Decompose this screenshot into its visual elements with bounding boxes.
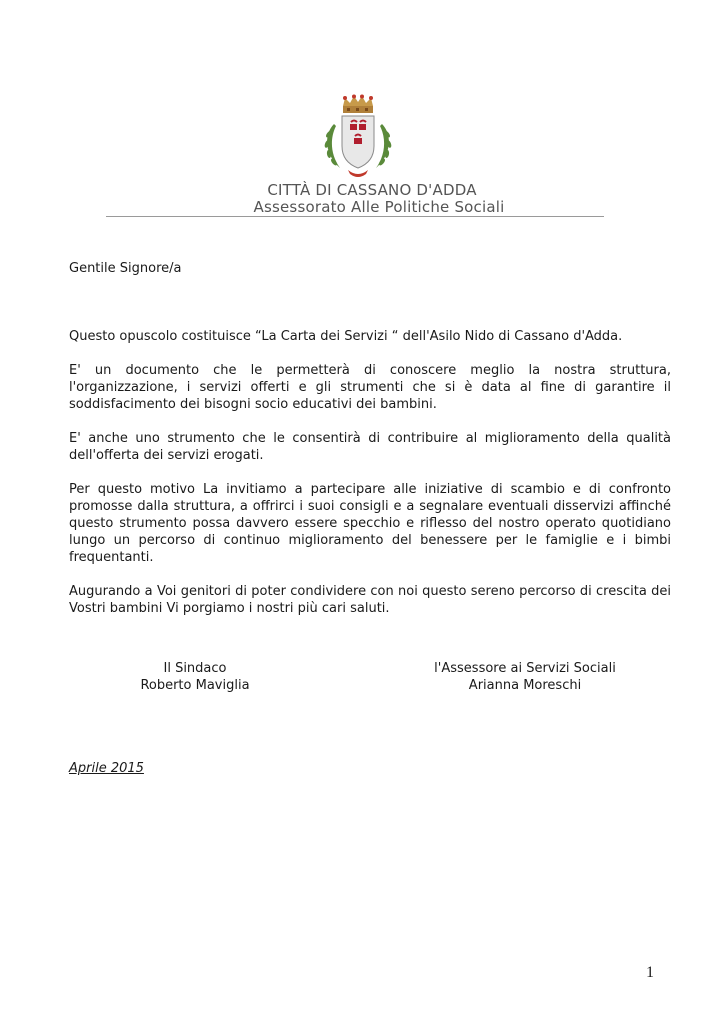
letter-date: Aprile 2015 xyxy=(69,761,144,776)
city-name: CITTÀ DI CASSANO D'ADDA xyxy=(267,181,477,199)
signature-role: l'Assessore ai Servizi Sociali xyxy=(434,661,616,676)
paragraph-2: E' un documento che le permetterà di conoscere meglio la nostra struttura, l'organizzazione, i servizi offerti e gli strumenti che si è data al fine di garantire il soddisfacimento dei bisogni socio educativi dei bambini. xyxy=(69,363,671,412)
signature-mayor xyxy=(110,660,280,694)
signature-name: Roberto Maviglia xyxy=(140,678,250,693)
page-number: 1 xyxy=(646,964,654,981)
shield-icon xyxy=(342,116,374,168)
paragraph-1: Questo opuscolo costituisce “La Carta dei Servizi “ dell'Asilo Nido di Cassano d'Adda. xyxy=(69,329,623,344)
signature-name: Arianna Moreschi xyxy=(468,678,582,693)
greeting: Gentile Signore/a xyxy=(69,261,182,276)
letterhead xyxy=(0,181,724,216)
crown-icon xyxy=(343,95,373,114)
signature-role: Il Sindaco xyxy=(163,661,227,676)
paragraph-4: Per questo motivo La invitiamo a partecipare alle iniziative di scambio e di confronto promosse dalla struttura, a offrirci i suoi consigli e a segnalare eventuali disservizi affinché questo strumento possa davvero essere specchio e riflesso del nostro operato quotidiano lungo un percorso di continuo miglioramento del benessere per le famiglie e i bimbi frequentanti. xyxy=(69,482,671,565)
department-name: Assessorato Alle Politiche Sociali xyxy=(253,198,505,216)
letter-body xyxy=(69,260,671,617)
signature-councillor xyxy=(415,660,635,694)
coat-of-arms-icon xyxy=(318,94,398,180)
header-divider xyxy=(106,216,604,217)
paragraph-5: Augurando a Voi genitori di poter condividere con noi questo sereno percorso di crescita dei Vostri bambini Vi porgiamo i nostri più cari saluti. xyxy=(69,584,671,616)
paragraph-3: E' anche uno strumento che le consentirà di contribuire al miglioramento della qualità dell'offerta dei servizi erogati. xyxy=(69,431,671,463)
